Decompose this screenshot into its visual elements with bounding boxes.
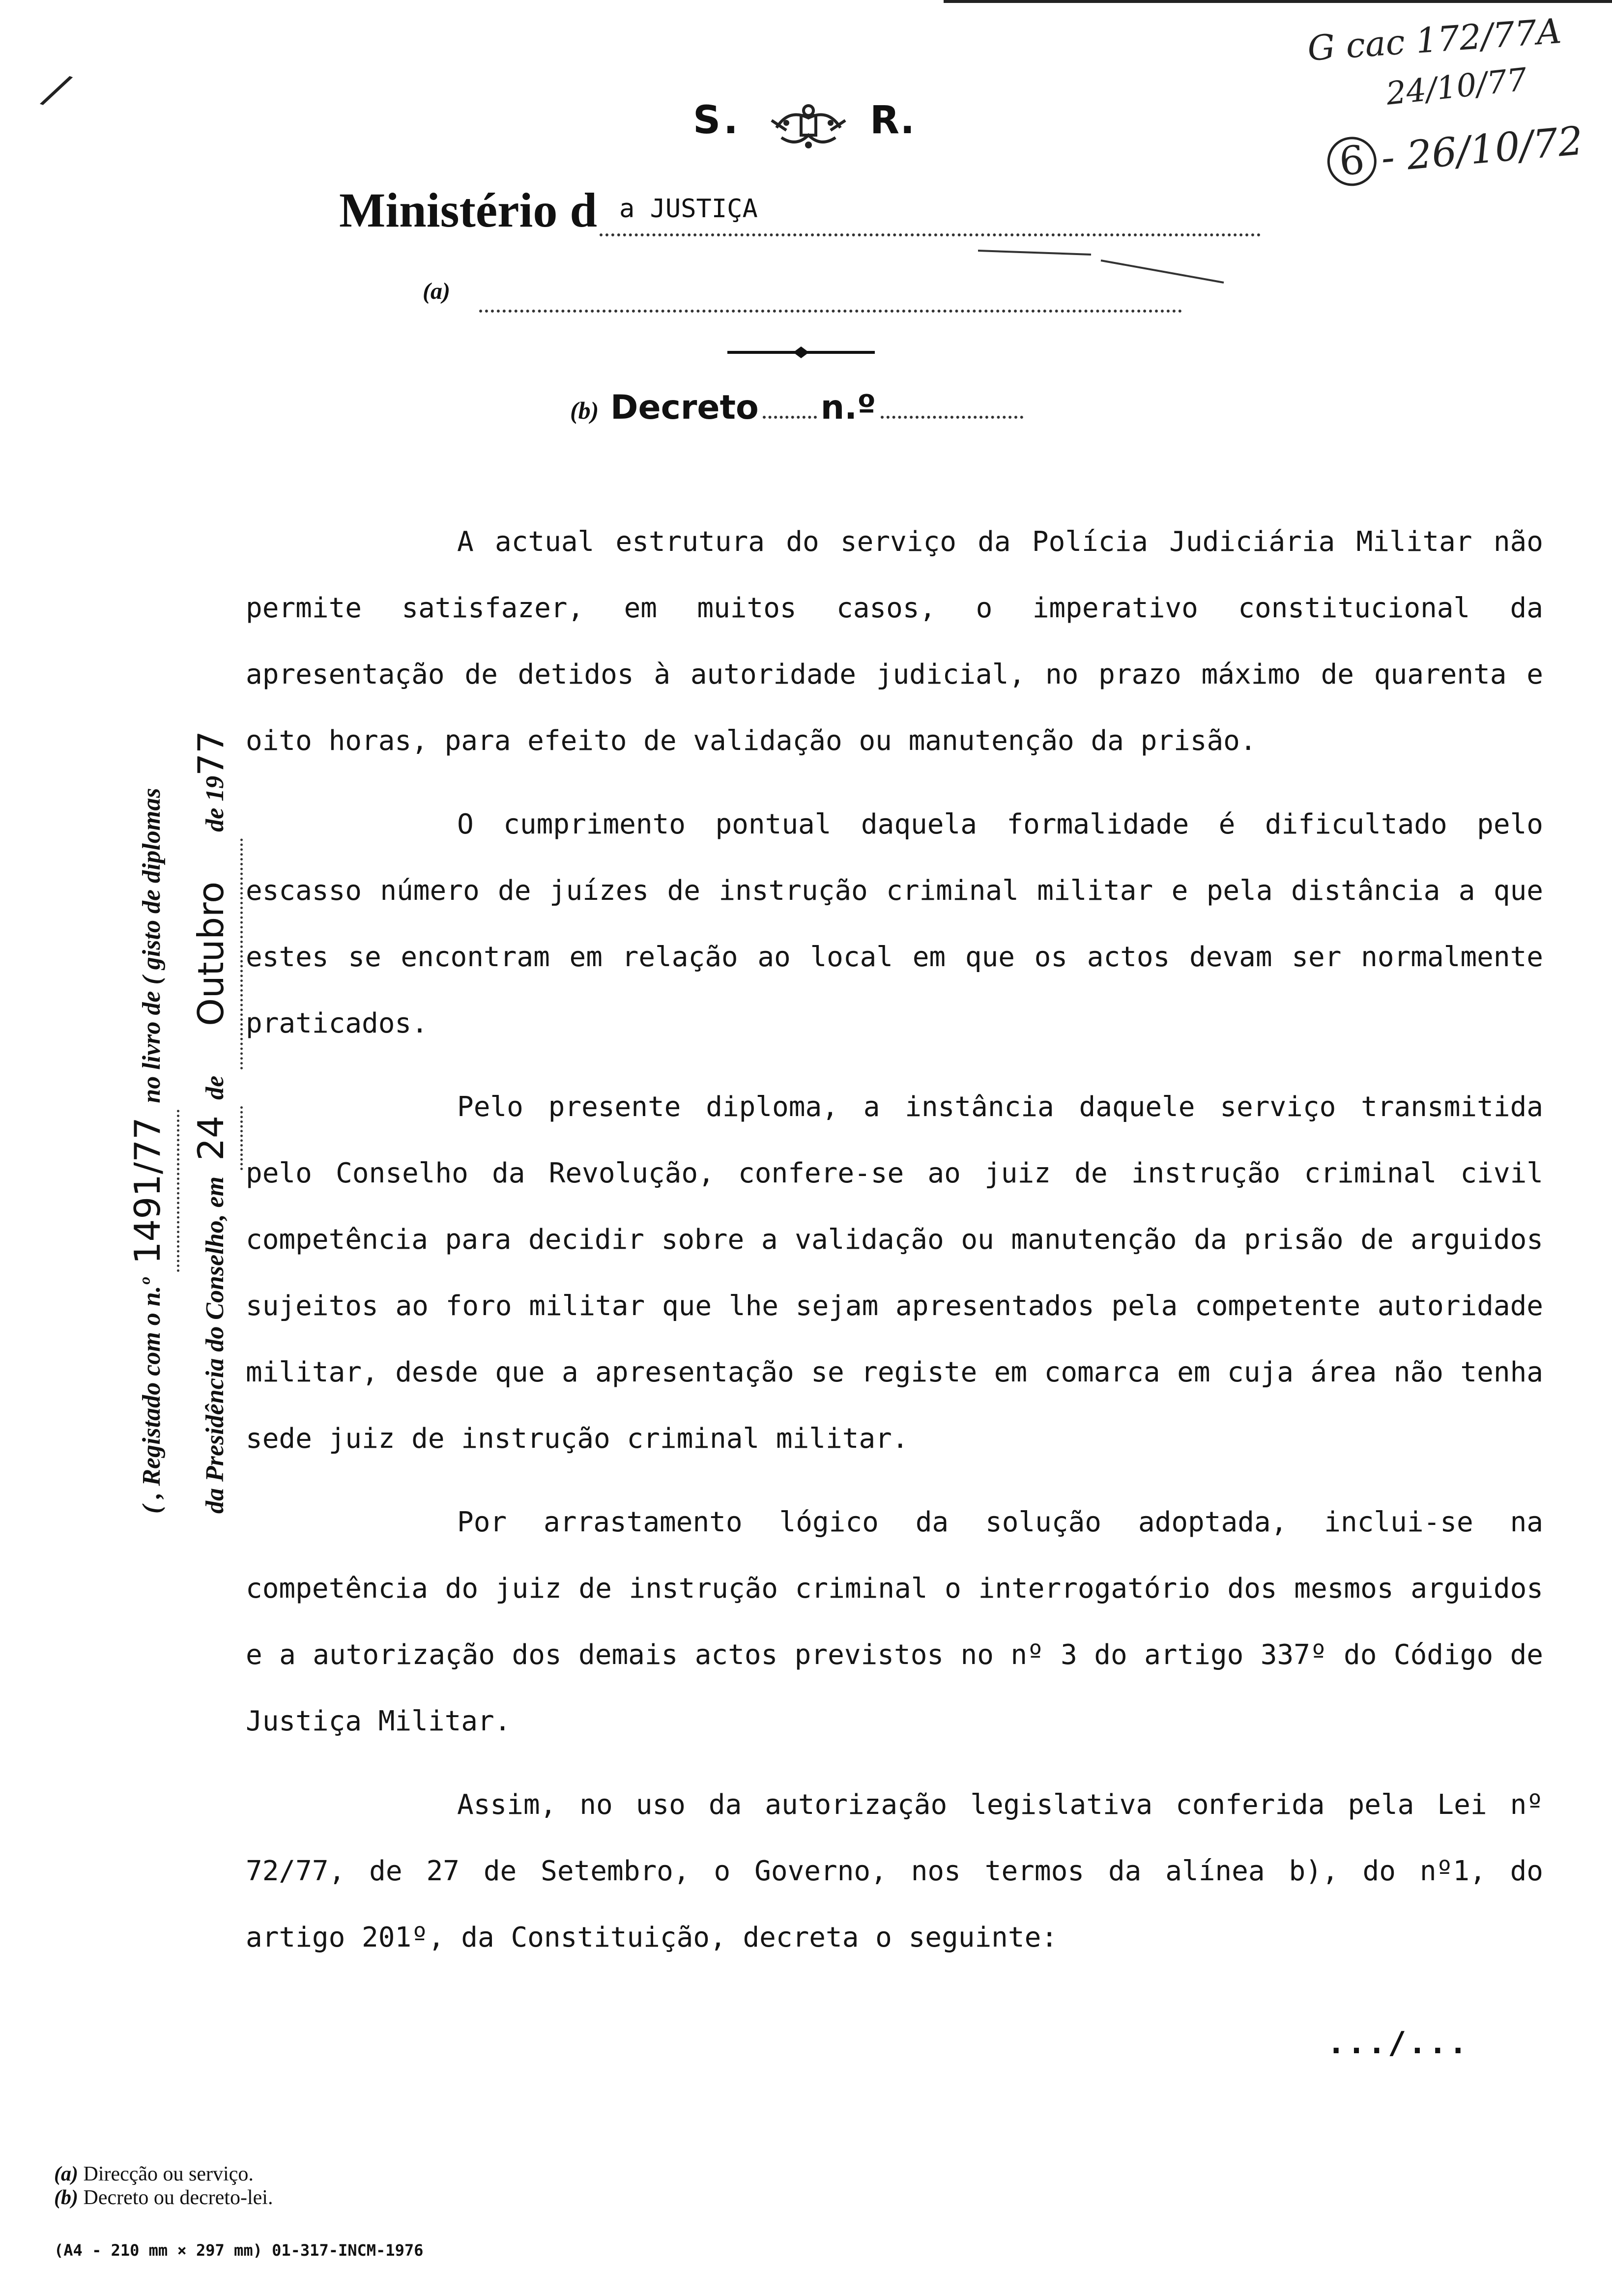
print-code: (A4 - 210 mm × 297 mm) 01-317-INCM-1976 <box>54 2241 424 2260</box>
corner-handwritten-mark: / <box>40 62 73 117</box>
paragraph-5: Assim, no uso da autorização legislativa conferida pela Lei nº 72/77, de 27 de Setembro, o Governo, nos termos da alínea b), do nº1, do artigo 201º, da Constituição, decreta o seguinte: <box>246 1789 1543 1953</box>
registry-stamp <box>118 580 280 1514</box>
circled-number: 6 <box>1325 135 1379 188</box>
header-r: R. <box>870 98 915 143</box>
registry-number: 1491/77 <box>118 1110 179 1272</box>
registry-text-f: de 19 <box>201 775 229 832</box>
decree-marker: (b) <box>570 397 599 424</box>
ministry-value: a JUSTIÇA <box>619 194 758 224</box>
registry-month: Outubro <box>181 838 243 1069</box>
registry-text-b: no livro de <box>138 991 166 1103</box>
decree-line <box>570 388 1023 427</box>
line-a-marker: (a) <box>423 278 450 304</box>
registry-text-e: de <box>201 1075 229 1100</box>
top-edge-rule <box>944 0 1612 3</box>
registry-day: 24 <box>181 1106 243 1170</box>
paragraph-2: O cumprimento pontual daquela formalidade é dificultado pelo escasso número de juízes de instrução criminal militar e pela distância a que estes se encontram em relação ao local em que os actos devam ser normalmente praticados. <box>246 808 1543 1039</box>
registry-line-2 <box>181 580 245 1514</box>
handwritten-date: 24/10/77 <box>1384 61 1529 113</box>
registry-line-1: ( , Registado com o n.º 1491/77 no livro de ( gisto de diplomas <box>118 580 181 1514</box>
footnotes <box>54 2162 273 2210</box>
continuation-mark: .../... <box>1327 2025 1469 2061</box>
registry-year: 77 <box>190 731 231 776</box>
footnote-a: (a) Direcção ou serviço. <box>54 2163 254 2185</box>
decree-label: Decreto <box>610 388 759 427</box>
handwritten-circled-date <box>1325 116 1585 188</box>
paragraph-3: Pelo presente diploma, a instância daquele serviço transmitida pelo Conselho da Revolução, confere-se ao juiz de instrução criminal civil competência para decidir sobre a validação ou manutenção da prisão de arguidos sujeitos ao foro militar que lhe sejam apresentados pela competente autoridade militar, desde que a apresentação se registe em comarca em cuja área não tenha sede juiz de instrução criminal militar. <box>246 1091 1543 1455</box>
divider-ornament <box>727 346 875 358</box>
paragraph-1: A actual estrutura do serviço da Polícia Judiciária Militar não permite satisfazer, em muitos casos, o imperativo constitucional da apresentação de detidos à autoridade judicial, no prazo máximo de quarenta e oito horas, para efeito de validação ou manutenção da prisão. <box>246 526 1543 757</box>
coat-of-arms-emblem <box>767 101 850 155</box>
handwritten-reference: G cac 172/77A <box>1306 11 1563 69</box>
decree-preamble <box>246 509 1543 1971</box>
footnote-b: (b) Decreto ou decreto-lei. <box>54 2186 273 2209</box>
decree-number-label: n.º <box>820 388 876 427</box>
registry-text-d: da Presidência do Conselho, em <box>201 1176 229 1514</box>
registry-text-c: gisto de diplomas <box>138 788 166 970</box>
registry-text-a: Registado com o n.º <box>138 1278 166 1486</box>
header-s: S. <box>693 98 741 143</box>
paragraph-4: Por arrastamento lógico da solução adoptada, inclui-se na competência do juiz de instrução criminal o interrogatório dos mesmos arguidos e a autorização dos demais actos previstos no nº 3 do artigo 337º do Código de Justiça Militar. <box>246 1506 1543 1737</box>
line-a-dotted-line <box>479 285 1182 313</box>
decree-type-dotted-line <box>763 416 817 419</box>
circled-date-text: - 26/10/72 <box>1379 117 1585 181</box>
ministry-label: Ministério d <box>339 183 597 237</box>
decree-number-dotted-line <box>881 416 1023 419</box>
